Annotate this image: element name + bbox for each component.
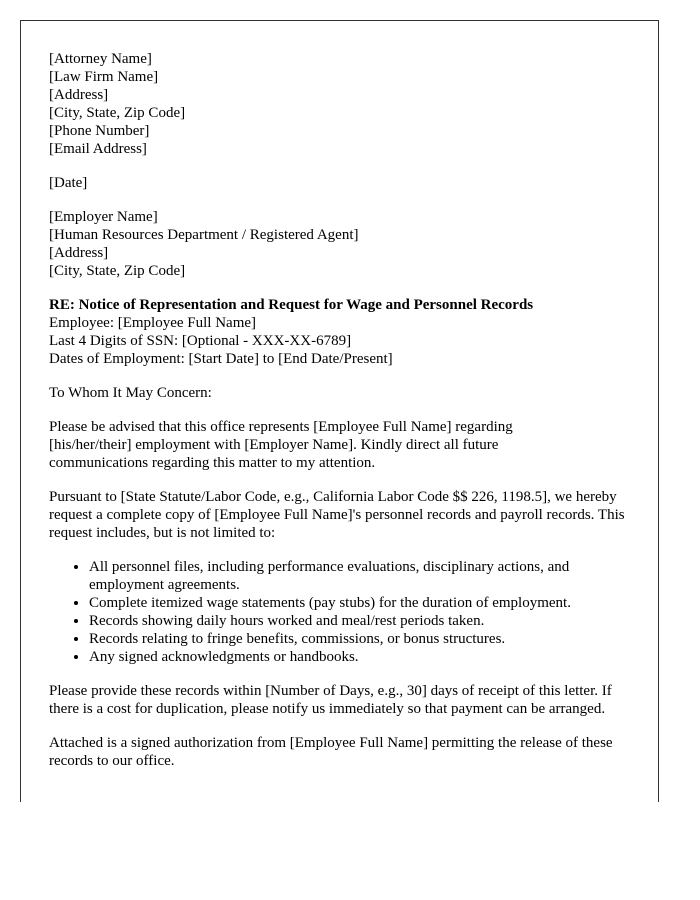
sender-block bbox=[49, 50, 630, 158]
attorney-name: [Attorney Name] bbox=[49, 51, 152, 67]
salutation: To Whom It May Concern: bbox=[49, 385, 212, 401]
list-item: • Any signed acknowledgments or handbooks. bbox=[89, 648, 630, 666]
employment-dates-line: Dates of Employment: [Start Date] to [End Date/Present] bbox=[49, 351, 393, 367]
sender-address: [Address] bbox=[49, 87, 109, 103]
recipient-city: [City, State, Zip Code] bbox=[49, 263, 186, 279]
law-firm-name: [Law Firm Name] bbox=[49, 69, 159, 85]
recipient-block bbox=[49, 208, 630, 280]
paragraph-representation: Please be advised that this office represents [Employee Full Name] regarding [his/her/their] employment with [Employer Name]. Kindly direct all future communications regarding this matter to my attention. bbox=[49, 419, 513, 471]
letter-date: [Date] bbox=[49, 175, 88, 191]
employee-line: Employee: [Employee Full Name] bbox=[49, 315, 257, 331]
ssn-line: Last 4 Digits of SSN: [Optional - XXX-XX-6789] bbox=[49, 333, 352, 349]
list-item: • Complete itemized wage statements (pay stubs) for the duration of employment. bbox=[89, 594, 630, 612]
sender-phone: [Phone Number] bbox=[49, 123, 150, 139]
sender-city: [City, State, Zip Code] bbox=[49, 105, 186, 121]
employer-name: [Employer Name] bbox=[49, 209, 158, 225]
paragraph-request: Pursuant to [State Statute/Labor Code, e.g., California Labor Code $$ 226, 1198.5], we hereby request a complete copy of [Employee Full Name]'s personnel records and payroll records. This request includes, but is not limited to: bbox=[49, 489, 625, 541]
letter-page bbox=[20, 20, 659, 802]
paragraph-authorization: Attached is a signed authorization from [Employee Full Name] permitting the release of these records to our office. bbox=[49, 735, 613, 769]
list-item: • Records showing daily hours worked and meal/rest periods taken. bbox=[89, 612, 630, 630]
paragraph-deadline: Please provide these records within [Number of Days, e.g., 30] days of receipt of this letter. If there is a cost for duplication, please notify us immediately so that payment can be arranged. bbox=[49, 683, 612, 717]
sender-email: [Email Address] bbox=[49, 141, 147, 157]
subject-line: RE: Notice of Representation and Request for Wage and Personnel Records bbox=[49, 297, 534, 313]
recipient-address: [Address] bbox=[49, 245, 109, 261]
re-block bbox=[49, 296, 630, 368]
recipient-department: [Human Resources Department / Registered Agent] bbox=[49, 227, 359, 243]
list-item: • Records relating to fringe benefits, commissions, or bonus structures. bbox=[89, 630, 630, 648]
records-list bbox=[49, 558, 630, 666]
list-item: • All personnel files, including performance evaluations, disciplinary actions, and employment agreements. bbox=[89, 558, 630, 594]
